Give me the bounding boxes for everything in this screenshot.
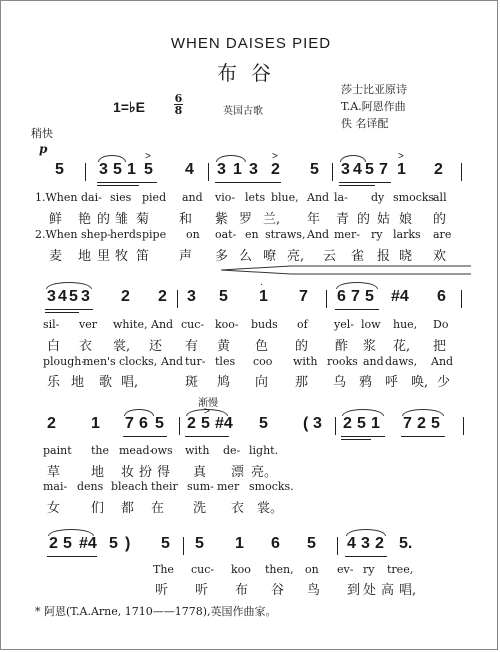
beam-underline xyxy=(45,309,93,310)
system-3-lyric-en-2: mai- dens bleach their sum- mer smocks. xyxy=(43,480,294,493)
note: 3 xyxy=(361,535,370,552)
system-3-notes xyxy=(1,415,500,437)
beam-underline xyxy=(335,309,379,310)
note: 2 xyxy=(49,535,58,552)
note: #4 xyxy=(215,415,233,432)
note: 5 xyxy=(259,415,268,432)
note: 2 xyxy=(343,415,352,432)
beam-underline xyxy=(97,185,139,186)
system-1-lyric-zh-1: 鲜 艳 的 雏 菊 和 紫 罗 兰, 年 青 的 姑 娘 的 xyxy=(49,212,447,227)
barline xyxy=(208,163,209,181)
slur xyxy=(336,282,378,289)
beam-underline xyxy=(45,312,79,313)
note: 5 xyxy=(161,535,170,552)
note: 4 xyxy=(58,288,67,305)
note: 5 xyxy=(69,288,78,305)
credits xyxy=(341,81,407,132)
note: 3 xyxy=(99,161,108,178)
slur xyxy=(402,409,444,416)
credit-translator: 佚 名译配 xyxy=(341,117,389,130)
note: ) xyxy=(125,535,131,552)
beam-underline xyxy=(123,436,167,437)
note: 5. xyxy=(399,535,413,552)
beam-underline xyxy=(215,182,281,183)
note: 5 xyxy=(113,161,122,178)
note: 5 xyxy=(357,415,366,432)
tempo-marking: 稍快 xyxy=(31,127,53,140)
note: 5 xyxy=(63,535,72,552)
barline xyxy=(183,537,184,555)
note: 5 xyxy=(155,415,164,432)
note: 2 xyxy=(158,288,167,305)
note: 2 xyxy=(187,415,196,432)
time-signature-top: 6 xyxy=(174,92,183,105)
note: 3 xyxy=(217,161,226,178)
system-4-lyric-zh-1: 听 听 布 谷 鸟 到 处 高 唱, xyxy=(155,583,417,598)
note: 1 xyxy=(235,535,244,552)
accent-mark: > xyxy=(145,151,151,162)
slur xyxy=(46,282,92,289)
barline xyxy=(461,290,462,308)
note: 5 xyxy=(144,161,153,178)
key-signature: 1=♭E xyxy=(113,99,145,115)
note: 5 xyxy=(365,288,374,305)
slur xyxy=(98,155,126,162)
barline xyxy=(335,417,336,435)
system-2-lyric-en-1: sil- ver white, And cuc- koo- buds of yel- low hue, Do xyxy=(43,318,449,331)
beam-underline xyxy=(341,439,371,440)
song-origin: 英国古歌 xyxy=(223,106,263,117)
system-1-lyric-zh-2: 麦 地 里 牧 笛 声 多 么 嘹 亮, 云 雀 报 晓 欢 xyxy=(49,249,447,264)
footnote: * 阿恩(T.A.Arne, 1710——1778),英国作曲家。 xyxy=(35,605,277,618)
beam-underline xyxy=(345,556,387,557)
note: 3 xyxy=(313,415,322,432)
barline xyxy=(332,163,333,181)
note: 4 xyxy=(185,161,194,178)
barline xyxy=(463,417,464,435)
note: 5 xyxy=(310,161,319,178)
slur xyxy=(346,529,386,536)
beam-underline xyxy=(401,436,445,437)
system-2-lyric-zh-2: 乐 地 歌 唱, 斑 鸠 向 那 乌 鸦 呼 唤, 少 xyxy=(47,375,451,390)
note: 3 xyxy=(187,288,196,305)
note: 2 xyxy=(121,288,130,305)
accent-mark: > xyxy=(398,151,404,162)
beam-underline xyxy=(47,556,97,557)
note: 1 xyxy=(127,161,136,178)
note: 2 xyxy=(375,535,384,552)
credit-composer: T.A.阿恩作曲 xyxy=(341,100,406,113)
system-3-lyric-en-1: paint the mead- ows with de- light. xyxy=(43,444,279,457)
note: 7 xyxy=(379,161,388,178)
note: 5 xyxy=(109,535,118,552)
dot-mark: · xyxy=(260,279,264,290)
note: 6 xyxy=(139,415,148,432)
beam-underline xyxy=(341,436,385,437)
title-english: WHEN DAISES PIED xyxy=(170,35,332,52)
slur xyxy=(340,155,366,162)
note: 4 xyxy=(353,161,362,178)
note: 7 xyxy=(299,288,308,305)
note: 6 xyxy=(271,535,280,552)
system-3-lyric-zh-2: 女 们 都 在 洗 衣 裳。 xyxy=(47,501,284,516)
note: ( xyxy=(303,415,309,432)
title-chinese: 布谷 xyxy=(217,61,285,85)
system-1-lyric-en-2: 2.When shep- herds pipe on oat- en straws, And mer- ry larks are xyxy=(35,228,452,241)
note: 2 xyxy=(417,415,426,432)
note: 7 xyxy=(403,415,412,432)
ritardando-marking: 渐慢 xyxy=(198,398,218,409)
time-signature-bottom: 8 xyxy=(174,104,183,117)
note: 5 xyxy=(55,161,64,178)
note: 5 xyxy=(307,535,316,552)
barline xyxy=(179,417,180,435)
note: #4 xyxy=(79,535,97,552)
beam-underline xyxy=(339,182,391,183)
note: 3 xyxy=(47,288,56,305)
note: 3 xyxy=(341,161,350,178)
beam-underline xyxy=(97,182,157,183)
note: 1 xyxy=(397,161,406,178)
note: 1 xyxy=(259,288,268,305)
note: 2 xyxy=(434,161,443,178)
system-4-notes xyxy=(1,535,500,557)
system-2-lyric-en-2: plough- men's clocks, And tur- tles coo with rooks and daws, And xyxy=(43,355,454,368)
crescendo-hairpin xyxy=(221,265,471,275)
note: 6 xyxy=(437,288,446,305)
accent-mark: > xyxy=(272,151,278,162)
note: #4 xyxy=(391,288,409,305)
slur xyxy=(124,409,154,416)
note: 2 xyxy=(271,161,280,178)
note: 5 xyxy=(365,161,374,178)
system-1-notes xyxy=(1,161,500,183)
system-3-lyric-zh-1: 草 地 妆 扮 得 真 漂 亮。 xyxy=(47,465,278,480)
note: 5 xyxy=(431,415,440,432)
beam-underline xyxy=(339,185,375,186)
note: 1 xyxy=(233,161,242,178)
slur xyxy=(48,529,94,536)
system-2-notes xyxy=(1,288,500,310)
system-2-lyric-zh-1: 白 衣 裳, 还 有 黄 色 的 酢 浆 花, 把 xyxy=(47,339,447,354)
barline xyxy=(326,290,327,308)
note: 5 xyxy=(195,535,204,552)
note: 1 xyxy=(91,415,100,432)
credit-lyricist: 莎士比亚原诗 xyxy=(341,83,407,96)
note: 3 xyxy=(81,288,90,305)
note: 6 xyxy=(337,288,346,305)
note: 1 xyxy=(371,415,380,432)
dynamic-marking: p xyxy=(39,142,48,156)
time-signature xyxy=(174,93,183,116)
barline xyxy=(177,290,178,308)
accent-mark: > xyxy=(204,406,210,417)
note: 5 xyxy=(219,288,228,305)
note: 4 xyxy=(347,535,356,552)
note: 3 xyxy=(249,161,258,178)
barline xyxy=(85,163,86,181)
note: 7 xyxy=(351,288,360,305)
barline xyxy=(337,537,338,555)
system-4-lyric-en-1: The cuc- koo then, on ev- ry tree, xyxy=(153,563,414,576)
system-1-lyric-en-1: 1.When dai- sies pied and vio- lets blue, And la- dy smocks all xyxy=(35,191,447,204)
note: 7 xyxy=(125,415,134,432)
barline xyxy=(461,163,462,181)
note: 5 xyxy=(201,415,210,432)
note: 2 xyxy=(47,415,56,432)
slur xyxy=(216,155,246,162)
beam-underline xyxy=(185,436,229,437)
slur xyxy=(342,409,384,416)
